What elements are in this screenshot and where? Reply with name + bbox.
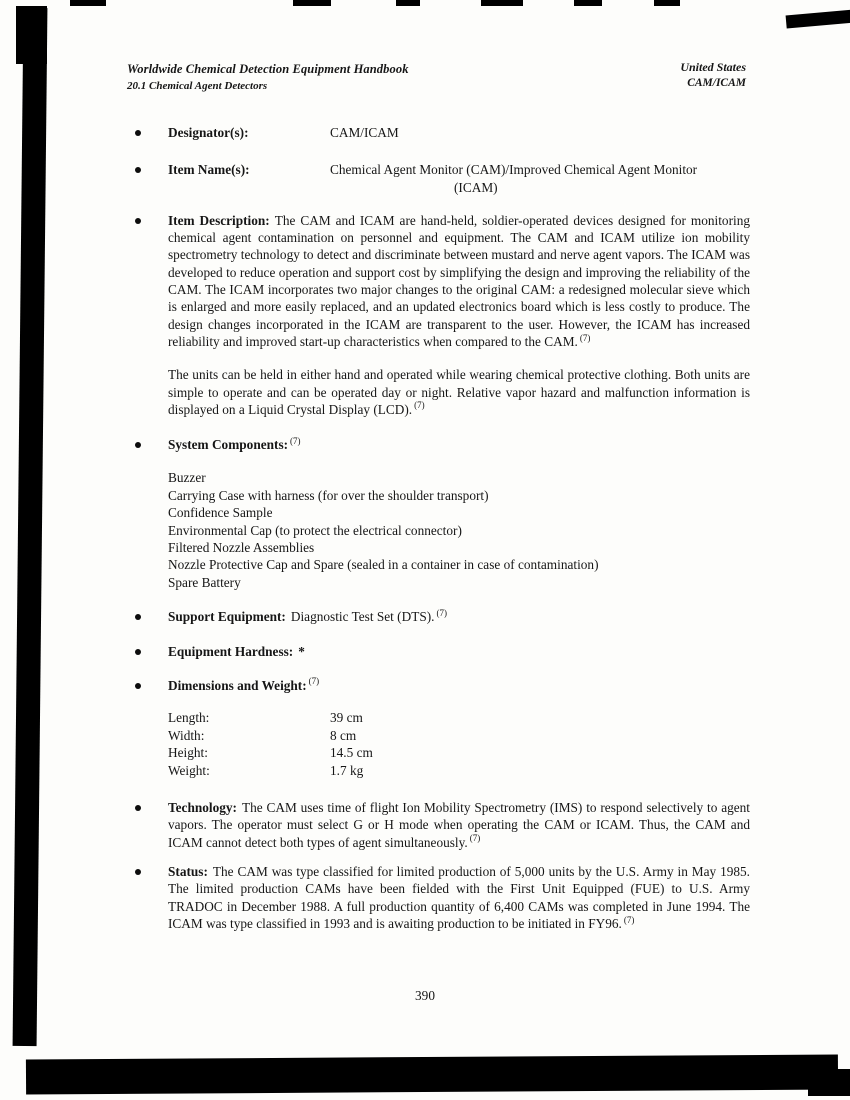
section-title: 20.1 Chemical Agent Detectors [127, 80, 268, 92]
support-equipment-label: Support Equipment: [168, 609, 286, 625]
status-text: The CAM was type classified for limited production of 5,000 units by the U.S. Army in May 1985. The limited production CAMs have been fielded with the First Unit Equipped (FUE) to U.S. Army TRADOC in December 1988. A full production quantity of 6,400 CAMs was completed in June 1994. The ICAM was type classified in 1993 and is awaiting production to be initiated in FY96. [168, 864, 750, 931]
footnote-ref: (7) [414, 400, 425, 411]
status-paragraph [168, 863, 750, 932]
footnote-ref: (7) [623, 914, 635, 925]
list-item: Spare Battery [168, 574, 241, 590]
footnote-ref: (7) [579, 332, 591, 343]
bullet-icon [135, 869, 141, 875]
item-description-label: Item Description: [168, 212, 270, 228]
equipment-hardness-value: * [298, 643, 305, 659]
item-description-text-1: The CAM and ICAM are hand-held, soldier-operated devices designed for monitoring chemical agent contamination on personnel and equipment. The CAM and ICAM utilize ion mobility spectrometry technology to detect and discriminate between mustard and nerve agent vapors. The ICAM was developed to reduce operation and support cost by simplifying the design and improving the reliability of the CAM. The ICAM incorporates two major changes to the original CAM: a redesigned molecular sieve which is enlarged and more easily replaced, and an updated electronics board which is less costly to produce. The design changes incorporated in the ICAM are transparent to the user. However, the ICAM has increased reliability and improved start-up characteristics when compared to the CAM. [168, 212, 750, 349]
table-row [168, 709, 750, 727]
designator-label: Designator(s): [168, 125, 249, 140]
item-code-label: CAM/ICAM [687, 77, 746, 89]
bullet-icon [135, 218, 141, 224]
equipment-hardness-label: Equipment Hardness: [168, 643, 294, 659]
item-description-text-2: The units can be held in either hand and operated while wearing chemical protective clothing. Both units are simple to operate and can be operated day or night. Relative vapor hazard and malfunction information is displayed on a Liquid Crystal Display (LCD). [168, 367, 750, 417]
scan-artifact-top-right-wedge [786, 9, 850, 29]
scan-mark [574, 0, 602, 6]
dimension-name: Length: [168, 710, 210, 726]
equipment-hardness-section [168, 643, 750, 660]
document-body [168, 124, 750, 932]
item-description-section [168, 212, 750, 418]
dimension-value: 8 cm [330, 727, 357, 743]
scan-mark [396, 0, 420, 6]
support-equipment-section [168, 608, 750, 625]
scan-artifact-bottom-bar [26, 1055, 838, 1095]
system-components-list [168, 469, 750, 591]
technology-text: The CAM uses time of flight Ion Mobility Spectrometry (IMS) to respond selectively to agent vapors. The operator must select G or H mode when operating the CAM or ICAM. Thus, the CAM and ICAM cannot detect both types of agent simultaneously. [168, 800, 750, 850]
handbook-title: Worldwide Chemical Detection Equipment Handbook [127, 62, 409, 76]
table-row [168, 744, 750, 762]
bullet-icon [135, 614, 141, 620]
list-item: Filtered Nozzle Assemblies [168, 540, 315, 556]
bullet-icon [135, 167, 141, 173]
item-description-paragraph-1 [168, 212, 750, 350]
footnote-ref: (7) [290, 435, 301, 446]
header-right [680, 60, 746, 89]
dimension-name: Weight: [168, 762, 210, 778]
dimensions-label: Dimensions and Weight: [168, 677, 307, 693]
item-name-section [168, 161, 750, 196]
technology-section [168, 799, 750, 851]
country-label: United States [680, 60, 746, 74]
dimension-value: 1.7 kg [330, 762, 364, 778]
scan-mark [654, 0, 680, 6]
scan-artifact-bottom-right [808, 1069, 850, 1096]
system-components-heading [168, 436, 750, 453]
scan-mark [70, 0, 106, 6]
scan-artifact-left-bar [13, 8, 48, 1046]
table-row [168, 727, 750, 745]
footnote-ref: (7) [308, 676, 320, 687]
list-item: Confidence Sample [168, 505, 273, 521]
item-name-value [330, 161, 697, 196]
dimension-value: 14.5 cm [330, 745, 373, 761]
list-item: Environmental Cap (to protect the electrical connector) [168, 522, 462, 538]
system-components-label: System Components: [168, 437, 289, 453]
status-label: Status: [168, 864, 208, 880]
dimensions-section [168, 677, 750, 779]
list-item: Nozzle Protective Cap and Spare (sealed in a container in case of contamination) [168, 557, 599, 573]
header-left [127, 62, 409, 92]
status-section [168, 863, 750, 932]
bullet-icon [135, 805, 141, 811]
footnote-ref: (7) [436, 607, 447, 618]
list-item: Buzzer [168, 470, 206, 486]
dimensions-heading [168, 677, 750, 694]
bullet-icon [135, 649, 141, 655]
list-item: Carrying Case with harness (for over the shoulder transport) [168, 487, 489, 503]
dimension-name: Width: [168, 727, 205, 743]
bullet-icon [135, 130, 141, 136]
dimension-name: Height: [168, 745, 208, 761]
dimension-value: 39 cm [330, 710, 363, 726]
technology-label: Technology: [168, 800, 237, 816]
dimensions-table [168, 709, 750, 779]
designator-section [168, 124, 750, 141]
bullet-icon [135, 683, 141, 689]
system-components-section [168, 436, 750, 591]
item-description-paragraph-2 [168, 366, 750, 418]
scan-mark [481, 0, 523, 6]
scan-mark [293, 0, 331, 6]
item-name-label: Item Name(s): [168, 162, 250, 178]
designator-value: CAM/ICAM [330, 125, 399, 140]
footnote-ref: (7) [469, 833, 481, 844]
item-name-line1: Chemical Agent Monitor (CAM)/Improved Chemical Agent Monitor [330, 162, 698, 178]
bullet-icon [135, 442, 141, 448]
page-number: 390 [415, 988, 435, 1003]
technology-paragraph [168, 799, 750, 851]
table-row [168, 762, 750, 780]
item-name-line2: (ICAM) [454, 179, 498, 195]
support-equipment-value: Diagnostic Test Set (DTS). [290, 609, 435, 625]
